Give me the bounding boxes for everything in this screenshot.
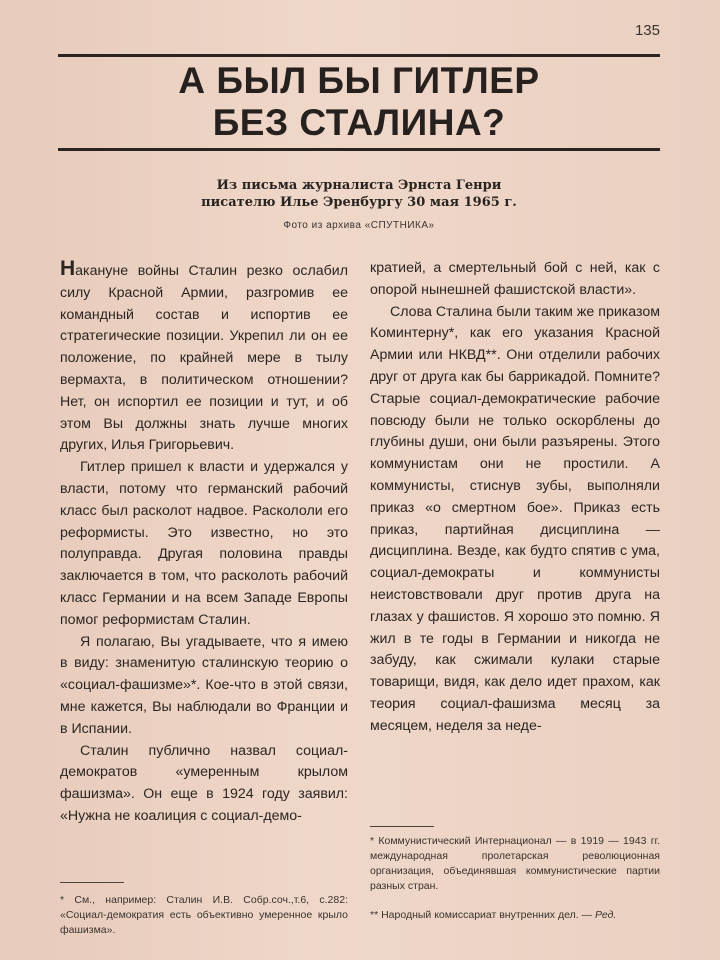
right-column [370, 258, 660, 738]
title-top-rule [58, 54, 660, 57]
paragraph: кратией, а смертельный бой с ней, как с опорой нынешней фашистской власти». [370, 260, 660, 298]
title-bottom-rule [58, 148, 660, 151]
title-line-1: А БЫЛ БЫ ГИТЛЕР [178, 60, 540, 101]
footnote-comintern: * Коммунистический Интернационал — в 1919 — 1943 гг. международная пролетарская революционная организация, объединявшая коммунистические партии разных стран. [370, 835, 660, 892]
footnote-social-fascism: * См., например: Сталин И.В. Собр.соч.,т.6, с.282: «Социал-демократия есть объективно умеренное крыло фашизма». [60, 894, 348, 936]
paragraph [60, 258, 348, 457]
editor-signature: Ред. [594, 909, 617, 921]
drop-cap: Н [60, 257, 76, 280]
subtitle-line-2: писателю Илье Эренбургу 30 мая 1965 г. [201, 195, 517, 210]
title-line-2: БЕЗ СТАЛИНА? [212, 102, 506, 143]
paragraph: Слова Сталина были таким же приказом Коминтерну*, как его указания Красной Армии или НКВД**. Они отделили рабочих друг от друга как бы баррикадой. Помните? Старые социал-демократические рабочие повсюду были не только оскорблены до глубины души, они были разъярены. Этого коммунистам они не простили. А коммунисты, стиснув зубы, выполняли приказ «о смертном бое». Приказ есть приказ, партийная дисциплина — дисциплина. Везде, как будто спятив с ума, социал-демократы и коммунисты неистовствовали друг против друга на глазах у фашистов. Я хорошо это помню. Я жил в те годы в Германии и никогда не забуду, как сжимали кулаки старые товарищи, видя, как дело идет прахом, как теория социал-фашизма месяц за месяцем, неделя за неде- [370, 303, 660, 734]
left-column [60, 258, 348, 828]
paragraph-text: акануне войны Сталин резко ослабил силу Красной Армии, разгромив ее командный состав и испортив ее стратегические позиции. Укрепил ли он ее положение, по крайней мере в тылу вермахта, в политическом отношении? Нет, он испортил ее позиции и тут, и об этом Вы должны знать лучше многих других, Илья Григорьевич. [60, 263, 348, 454]
paragraph: Гитлер пришел к власти и удержался у власти, потому что германский рабочий класс был расколот надвое. Раскололи его реформисты. Это известно, но это полуправда. Другая половина правды заключается в том, что расколоть рабочий класс Германии и на всем Западе Европы помог реформистам Сталин. [60, 459, 348, 628]
paragraph: Сталин публично назвал социал-демократов «умеренным крылом фашизма». Он еще в 1924 году заявил: «Нужна не коалиция с социал-демо- [60, 742, 348, 824]
footnote-divider [60, 882, 124, 883]
paragraph: Я полагаю, Вы угадываете, что я имею в виду: знаменитую сталинскую теорию о «социал-фашизме»*. Кое-что в этой связи, мне кажется, Вы наблюдали во Франции и в Испании. [60, 633, 348, 737]
article-subtitle [58, 177, 660, 211]
footnote-divider [370, 826, 434, 827]
photo-credit: Фото из архива «СПУТНИКА» [283, 220, 435, 231]
subtitle-line-1: Из письма журналиста Эрнста Генри [216, 178, 502, 193]
footnote-nkvd [370, 908, 660, 923]
article-title [58, 60, 660, 144]
footnote-text: ** Народный комиссариат внутренних дел. — [370, 909, 595, 921]
page-number: 135 [634, 22, 660, 39]
